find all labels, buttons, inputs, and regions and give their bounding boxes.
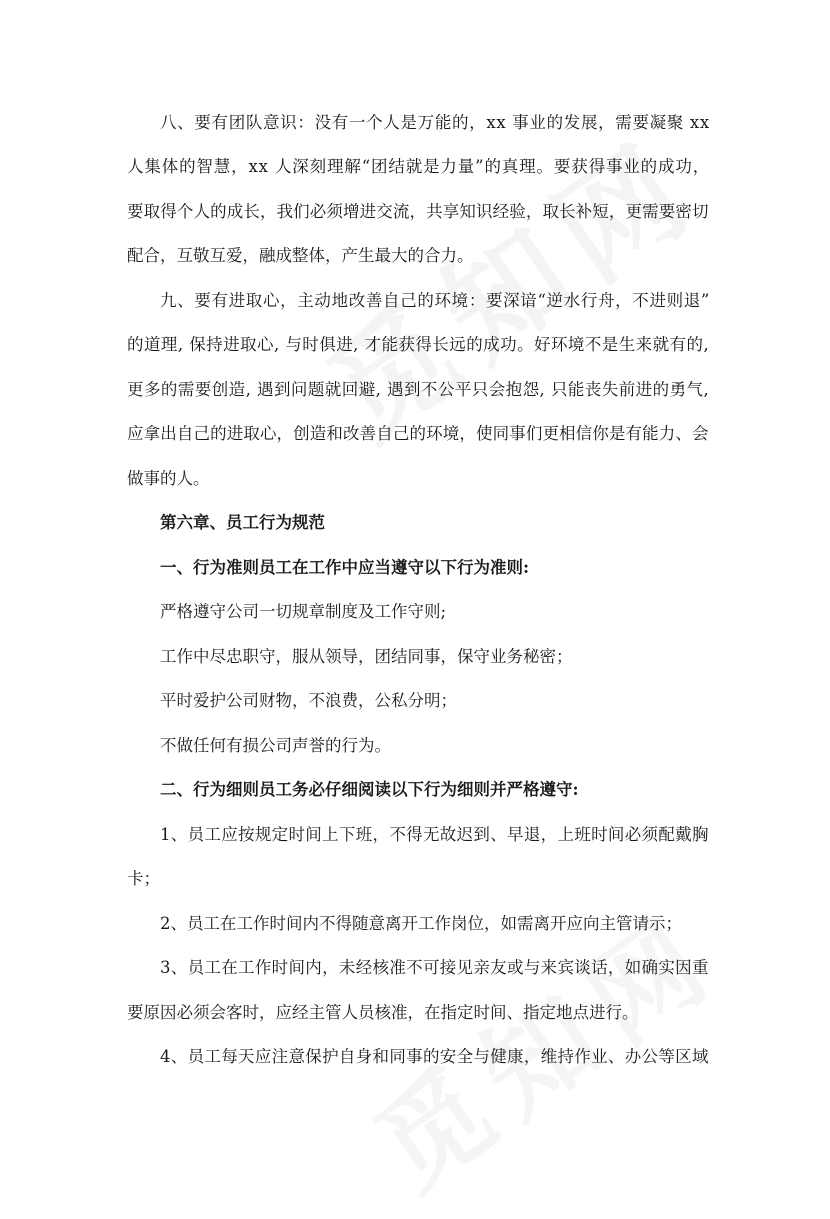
paragraph-line: 4、员工每天应注意保护自身和同事的安全与健康，维持作业、办公等区域 (160, 1047, 709, 1066)
paragraph-line: 做事的人。 (127, 469, 210, 488)
paragraph-line: 要原因必须会客时，应经主管人员核准，在指定时间、指定地点进行。 (127, 1003, 639, 1022)
rule-item: 严格遵守公司一切规章制度及工作守则; (160, 602, 447, 621)
paragraph-line: 的道理, 保持进取心, 与时俱进, 才能获得长远的成功。好环境不是生来就有的, (127, 335, 710, 354)
section-heading: 一、行为准则员工在工作中应当遵守以下行为准则: (160, 558, 530, 577)
paragraph-line: 八、要有团队意识：没有一个人是万能的，xx 事业的发展，需要凝聚 xx (160, 113, 710, 132)
rule-item: 不做任何有损公司声誉的行为。 (160, 736, 391, 755)
rule-item: 平时爱护公司财物，不浪费，公私分明； (160, 691, 457, 710)
paragraph-line: 3、员工在工作时间内，未经核准不可接见亲友或与来宾谈话，如确实因重 (160, 958, 709, 977)
paragraph-line: 卡； (127, 869, 160, 888)
watermark (290, 93, 728, 471)
rule-item: 工作中尽忠职守，服从领导，团结同事，保守业务秘密； (160, 647, 573, 666)
paragraph-line: 1、员工应按规定时间上下班，不得无故迟到、早退，上班时间必须配戴胸 (160, 825, 709, 844)
paragraph-line: 要取得个人的成长，我们必须增进交流，共享知识经验，取长补短，更需要密切 (127, 202, 709, 221)
paragraph-line: 更多的需要创造, 遇到问题就回避, 遇到不公平只会抱怨, 只能丧失前进的勇气, (127, 380, 710, 399)
paragraph-line: 人集体的智慧，xx 人深刻理解“团结就是力量”的真理。要获得事业的成功， (127, 157, 711, 176)
paragraph-line: 配合，互敬互爱，融成整体，产生最大的合力。 (127, 246, 474, 265)
chapter-heading: 第六章、员工行为规范 (160, 513, 325, 532)
paragraph-line: 九、要有进取心，主动地改善自己的环境：要深谙“逆水行舟，不进则退” (160, 291, 711, 310)
paragraph-line: 应拿出自己的进取心，创造和改善自己的环境，使同事们更相信你是有能力、会 (127, 424, 709, 443)
section-heading: 二、行为细则员工务必仔细阅读以下行为细则并严格遵守: (160, 780, 579, 799)
paragraph-line: 2、员工在工作时间内不得随意离开工作岗位，如需离开应向主管请示； (160, 914, 682, 933)
